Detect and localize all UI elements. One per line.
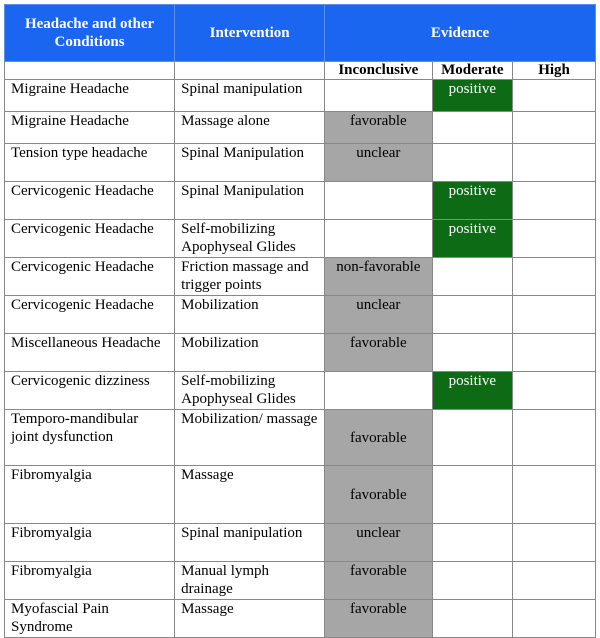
moderate-cell xyxy=(432,258,513,296)
table-row xyxy=(5,144,596,182)
intervention-cell: Mobilization/ massage xyxy=(175,410,325,466)
moderate-cell xyxy=(432,466,513,524)
inconclusive-cell: non-favorable xyxy=(325,258,432,296)
high-cell xyxy=(513,466,596,524)
inconclusive-cell: unclear xyxy=(325,296,432,334)
moderate-cell xyxy=(432,334,513,372)
moderate-cell: positive xyxy=(432,372,513,410)
table-row xyxy=(5,112,596,144)
high-cell xyxy=(513,372,596,410)
table-row xyxy=(5,220,596,258)
subheader-row xyxy=(5,62,596,80)
moderate-cell xyxy=(432,600,513,638)
header-intervention: Intervention xyxy=(175,5,325,62)
moderate-cell: positive xyxy=(432,220,513,258)
inconclusive-cell: favorable xyxy=(325,466,432,524)
inconclusive-cell: favorable xyxy=(325,334,432,372)
table-row xyxy=(5,258,596,296)
table-row xyxy=(5,182,596,220)
intervention-cell: Friction massage and trigger points xyxy=(175,258,325,296)
high-cell xyxy=(513,80,596,112)
intervention-cell: Manual lymph drainage xyxy=(175,562,325,600)
high-cell xyxy=(513,258,596,296)
high-cell xyxy=(513,562,596,600)
inconclusive-cell: favorable xyxy=(325,410,432,466)
condition-cell: Cervicogenic dizziness xyxy=(5,372,175,410)
inconclusive-cell xyxy=(325,220,432,258)
intervention-cell: Spinal Manipulation xyxy=(175,182,325,220)
intervention-cell: Self-mobilizing Apophyseal Glides xyxy=(175,220,325,258)
level-inconclusive: Inconclusive xyxy=(325,62,432,80)
level-moderate: Moderate xyxy=(432,62,513,80)
condition-cell: Migraine Headache xyxy=(5,80,175,112)
inconclusive-cell xyxy=(325,182,432,220)
intervention-cell: Mobilization xyxy=(175,334,325,372)
moderate-cell xyxy=(432,410,513,466)
inconclusive-cell: unclear xyxy=(325,144,432,182)
table-row xyxy=(5,466,596,524)
high-cell xyxy=(513,524,596,562)
subheader-blank xyxy=(5,62,175,80)
condition-cell: Cervicogenic Headache xyxy=(5,220,175,258)
condition-cell: Fibromyalgia xyxy=(5,466,175,524)
header-row xyxy=(5,5,596,62)
intervention-cell: Massage xyxy=(175,466,325,524)
moderate-cell xyxy=(432,112,513,144)
intervention-cell: Mobilization xyxy=(175,296,325,334)
header-evidence: Evidence xyxy=(325,5,596,62)
table-row xyxy=(5,524,596,562)
table-row xyxy=(5,372,596,410)
header-condition: Headache and other Conditions xyxy=(5,5,175,62)
condition-cell: Cervicogenic Headache xyxy=(5,296,175,334)
inconclusive-cell: favorable xyxy=(325,112,432,144)
high-cell xyxy=(513,182,596,220)
intervention-cell: Self-mobilizing Apophyseal Glides xyxy=(175,372,325,410)
high-cell xyxy=(513,600,596,638)
table-row xyxy=(5,296,596,334)
inconclusive-cell xyxy=(325,80,432,112)
condition-cell: Cervicogenic Headache xyxy=(5,182,175,220)
inconclusive-cell xyxy=(325,372,432,410)
evidence-table xyxy=(4,4,596,638)
intervention-cell: Spinal manipulation xyxy=(175,80,325,112)
table-row xyxy=(5,80,596,112)
high-cell xyxy=(513,296,596,334)
moderate-cell: positive xyxy=(432,80,513,112)
table-row xyxy=(5,334,596,372)
intervention-cell: Massage alone xyxy=(175,112,325,144)
condition-cell: Migraine Headache xyxy=(5,112,175,144)
subheader-blank xyxy=(175,62,325,80)
high-cell xyxy=(513,334,596,372)
high-cell xyxy=(513,410,596,466)
table-row xyxy=(5,562,596,600)
condition-cell: Temporo-mandibular joint dysfunction xyxy=(5,410,175,466)
moderate-cell: positive xyxy=(432,182,513,220)
inconclusive-cell: unclear xyxy=(325,524,432,562)
intervention-cell: Spinal Manipulation xyxy=(175,144,325,182)
inconclusive-cell: favorable xyxy=(325,562,432,600)
moderate-cell xyxy=(432,296,513,334)
moderate-cell xyxy=(432,524,513,562)
level-high: High xyxy=(513,62,596,80)
condition-cell: Fibromyalgia xyxy=(5,524,175,562)
condition-cell: Tension type headache xyxy=(5,144,175,182)
condition-cell: Myofascial Pain Syndrome xyxy=(5,600,175,638)
condition-cell: Cervicogenic Headache xyxy=(5,258,175,296)
condition-cell: Miscellaneous Headache xyxy=(5,334,175,372)
inconclusive-cell: favorable xyxy=(325,600,432,638)
table-row xyxy=(5,600,596,638)
high-cell xyxy=(513,220,596,258)
high-cell xyxy=(513,112,596,144)
table-row xyxy=(5,410,596,466)
intervention-cell: Spinal manipulation xyxy=(175,524,325,562)
moderate-cell xyxy=(432,144,513,182)
moderate-cell xyxy=(432,562,513,600)
intervention-cell: Massage xyxy=(175,600,325,638)
condition-cell: Fibromyalgia xyxy=(5,562,175,600)
high-cell xyxy=(513,144,596,182)
